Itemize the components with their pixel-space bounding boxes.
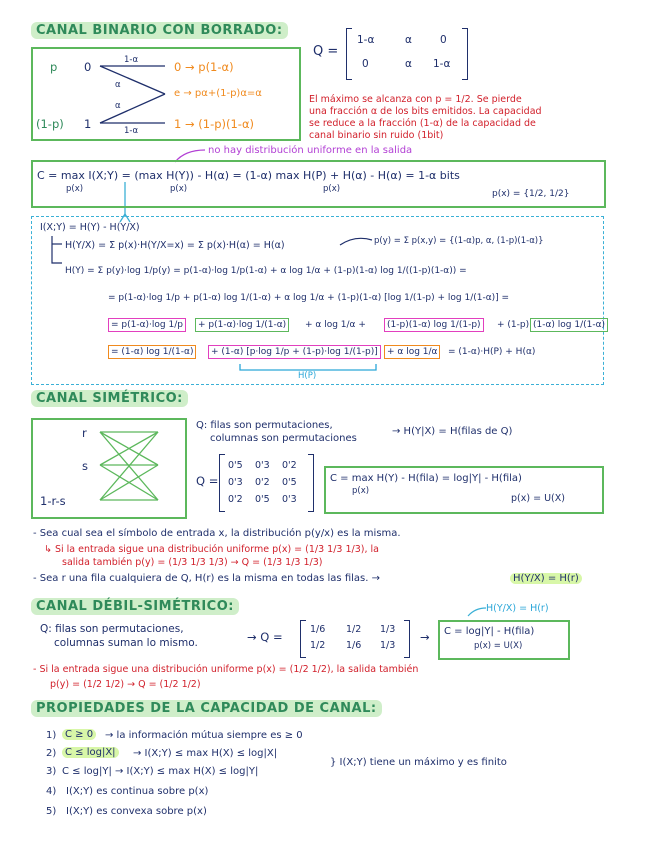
matrix-cell: 0 xyxy=(440,34,447,46)
derivation-result: = (1-α)·H(P) + H(α) xyxy=(448,347,536,357)
matrix-cell: 0'3 xyxy=(255,460,270,471)
weak-bullet: p(y) = (1/2 1/2) → Q = (1/2 1/2) xyxy=(50,679,201,690)
weak-arrow-2: → xyxy=(420,630,430,644)
property-highlight: C ≥ 0 xyxy=(62,729,96,740)
derivation-term: + p(1-α)·log 1/(1-α) xyxy=(195,320,289,331)
matrix-cell: 1/2 xyxy=(310,640,326,651)
matrix-cell: 0'5 xyxy=(255,494,270,505)
section-title-weak-symmetric: CANAL DÉBIL-SIMÉTRICO: xyxy=(31,598,239,615)
weak-top-note: H(Y/X) = H(r) xyxy=(486,603,549,614)
derivation-line: p(y) = Σ p(x,y) = {(1-α)p, α, (1-p)(1-α)} xyxy=(374,236,544,246)
input-prob-1-p: (1-p) xyxy=(36,117,64,131)
input-one: 1 xyxy=(84,117,92,131)
section-title-symmetric: CANAL SIMÉTRICO: xyxy=(31,390,188,407)
derivation-term: (1-α) log 1/(1-α) xyxy=(530,320,608,331)
symmetric-bullet: salida también p(y) = (1/3 1/3 1/3) → Q = (1/3 1/3 1/3) xyxy=(62,557,323,568)
note-line: canal binario sin ruido (1bit) xyxy=(309,130,444,141)
derivation-term: + α log 1/α + xyxy=(305,320,366,330)
property-text: C ≤ log|Y| → I(X;Y) ≤ max H(X) ≤ log|Y| xyxy=(62,766,259,777)
symmetric-bullet: - Sea cual sea el símbolo de entrada x, la distribución p(y/x) es la misma. xyxy=(33,528,401,539)
matrix-cell: 0'5 xyxy=(282,477,297,488)
weak-capacity-result: p(x) = U(X) xyxy=(474,641,523,651)
capacity-formula: C = max I(X;Y) = (max H(Y)) - H(α) = (1-α) max H(P) + H(α) - H(α) = 1-α bits xyxy=(37,169,460,182)
symmetric-capacity: C = max H(Y) - H(fila) = log|Y| - H(fila) xyxy=(330,473,522,484)
property-highlight: C ≤ log|X| xyxy=(62,747,119,758)
note-line: se reduce a la fracción (1-α) de la capacidad de xyxy=(309,118,536,129)
property-text: → la información mútua siempre es ≥ 0 xyxy=(105,730,303,741)
derivation-term: = p(1-α)·log 1/p xyxy=(108,320,186,331)
property-text: → I(X;Y) ≤ max H(X) ≤ log|X| xyxy=(133,748,278,759)
symbol-1-r-s: 1-r-s xyxy=(40,494,66,508)
symmetric-bullet: ↳ Si la entrada sigue una distribución uniforme p(x) = (1/3 1/3 1/3), la xyxy=(44,544,379,555)
output-one: 1 → (1-p)(1-α) xyxy=(174,117,255,131)
capacity-result: p(x) = {1/2, 1/2} xyxy=(492,189,570,199)
no-uniform-note: no hay distribución uniforme en la salida xyxy=(208,145,413,156)
symmetric-bullet: - Sea r una fila cualquiera de Q, H(r) es la misma en todas las filas. → xyxy=(33,573,380,584)
q-property: columnas son permutaciones xyxy=(210,433,357,444)
derivation-line: H(Y) = Σ p(y)·log 1/p(y) = p(1-α)·log 1/p(1-α) + α log 1/α + (1-p)(1-α) log 1/((1-p)(1-α)) = xyxy=(65,266,467,276)
edge-label-alpha-bottom: α xyxy=(115,101,121,111)
property-number: 5) xyxy=(46,806,57,817)
q-entropy: → H(Y|X) = H(filas de Q) xyxy=(392,426,513,437)
matrix-cell: 0 xyxy=(362,58,369,70)
symmetric-highlight: H(Y/X) = H(r) xyxy=(510,573,582,584)
property-text: I(X;Y) es convexa sobre p(x) xyxy=(66,806,207,817)
section-title-properties: PROPIEDADES DE LA CAPACIDAD DE CANAL: xyxy=(31,700,382,717)
q-label: Q = xyxy=(313,44,339,59)
note-line: una fracción α de los bits emitidos. La capacidad xyxy=(309,106,542,117)
derivation-line: = p(1-α)·log 1/p + p(1-α) log 1/(1-α) + α log 1/α + (1-p)(1-α) [log 1/(1-p) + log 1/(1-α)] = xyxy=(108,293,510,303)
section-title-binary-erasure: CANAL BINARIO CON BORRADO: xyxy=(31,22,288,39)
property-note: } I(X;Y) tiene un máximo y es finito xyxy=(330,757,507,768)
derivation-term: + (1-p) xyxy=(497,320,530,330)
matrix-cell: 0'2 xyxy=(282,460,297,471)
derivation-line: I(X;Y) = H(Y) - H(Y/X) xyxy=(40,222,140,233)
matrix-bracket-right xyxy=(404,620,410,658)
weak-arrow: → Q = xyxy=(247,630,283,644)
matrix-cell: 0'3 xyxy=(282,494,297,505)
matrix-cell: 0'3 xyxy=(228,477,243,488)
property-number: 1) xyxy=(46,730,57,741)
matrix-cell: 1/3 xyxy=(380,640,396,651)
matrix-cell: 1-α xyxy=(357,34,375,46)
matrix-cell: 0'2 xyxy=(255,477,270,488)
matrix-cell: 1/2 xyxy=(346,624,362,635)
matrix-cell: 1/6 xyxy=(310,624,326,635)
weak-property: Q: filas son permutaciones, xyxy=(40,623,184,635)
matrix-cell: 0'5 xyxy=(228,460,243,471)
edge-label-1-alpha-bottom: 1-α xyxy=(124,126,139,136)
symmetric-capacity-result: p(x) = U(X) xyxy=(511,493,565,504)
matrix-cell: 1-α xyxy=(433,58,451,70)
matrix-cell: 1/6 xyxy=(346,640,362,651)
matrix-cell: α xyxy=(405,34,412,46)
property-number: 4) xyxy=(46,786,57,797)
derivation-term: + α log 1/α xyxy=(384,347,440,358)
weak-bullet: - Si la entrada sigue una distribución uniforme p(x) = (1/2 1/2), la salida también xyxy=(33,664,419,675)
hp-label: H(P) xyxy=(298,371,317,381)
matrix-bracket-left xyxy=(300,620,306,658)
matrix-cell: 1/3 xyxy=(380,624,396,635)
edge-label-alpha-top: α xyxy=(115,80,121,90)
capacity-sub: p(x) xyxy=(170,184,188,194)
note-line: El máximo se alcanza con p = 1/2. Se pierde xyxy=(309,94,522,105)
weak-capacity: C = log|Y| - H(fila) xyxy=(444,626,535,637)
property-text: I(X;Y) es continua sobre p(x) xyxy=(66,786,209,797)
q-property: Q: filas son permutaciones, xyxy=(196,420,333,431)
input-prob-p: p xyxy=(50,60,58,74)
output-erasure: e → pα+(1-p)α=α xyxy=(174,88,262,99)
derivation-term: = (1-α) log 1/(1-α) xyxy=(108,347,196,358)
matrix-cell: 0'2 xyxy=(228,494,243,505)
derivation-line: H(Y/X) = Σ p(x)·H(Y/X=x) = Σ p(x)·H(α) = H(α) xyxy=(65,240,285,251)
edge-label-1-alpha-top: 1-α xyxy=(124,55,139,65)
symbol-s: s xyxy=(82,459,88,473)
property-number: 3) xyxy=(46,766,57,777)
derivation-term: (1-p)(1-α) log 1/(1-p) xyxy=(384,320,484,331)
capacity-sub: p(x) xyxy=(66,184,84,194)
output-zero: 0 → p(1-α) xyxy=(174,60,234,74)
capacity-sub: p(x) xyxy=(323,184,341,194)
property-number: 2) xyxy=(46,748,57,759)
weak-property: columnas suman lo mismo. xyxy=(54,637,198,649)
input-zero: 0 xyxy=(84,60,92,74)
derivation-term: + (1-α) [p·log 1/p + (1-p)·log 1/(1-p)] xyxy=(208,347,381,358)
symmetric-capacity-sub: p(x) xyxy=(352,486,370,496)
symbol-r: r xyxy=(82,426,87,440)
q-label: Q = xyxy=(196,474,219,488)
matrix-cell: α xyxy=(405,58,412,70)
